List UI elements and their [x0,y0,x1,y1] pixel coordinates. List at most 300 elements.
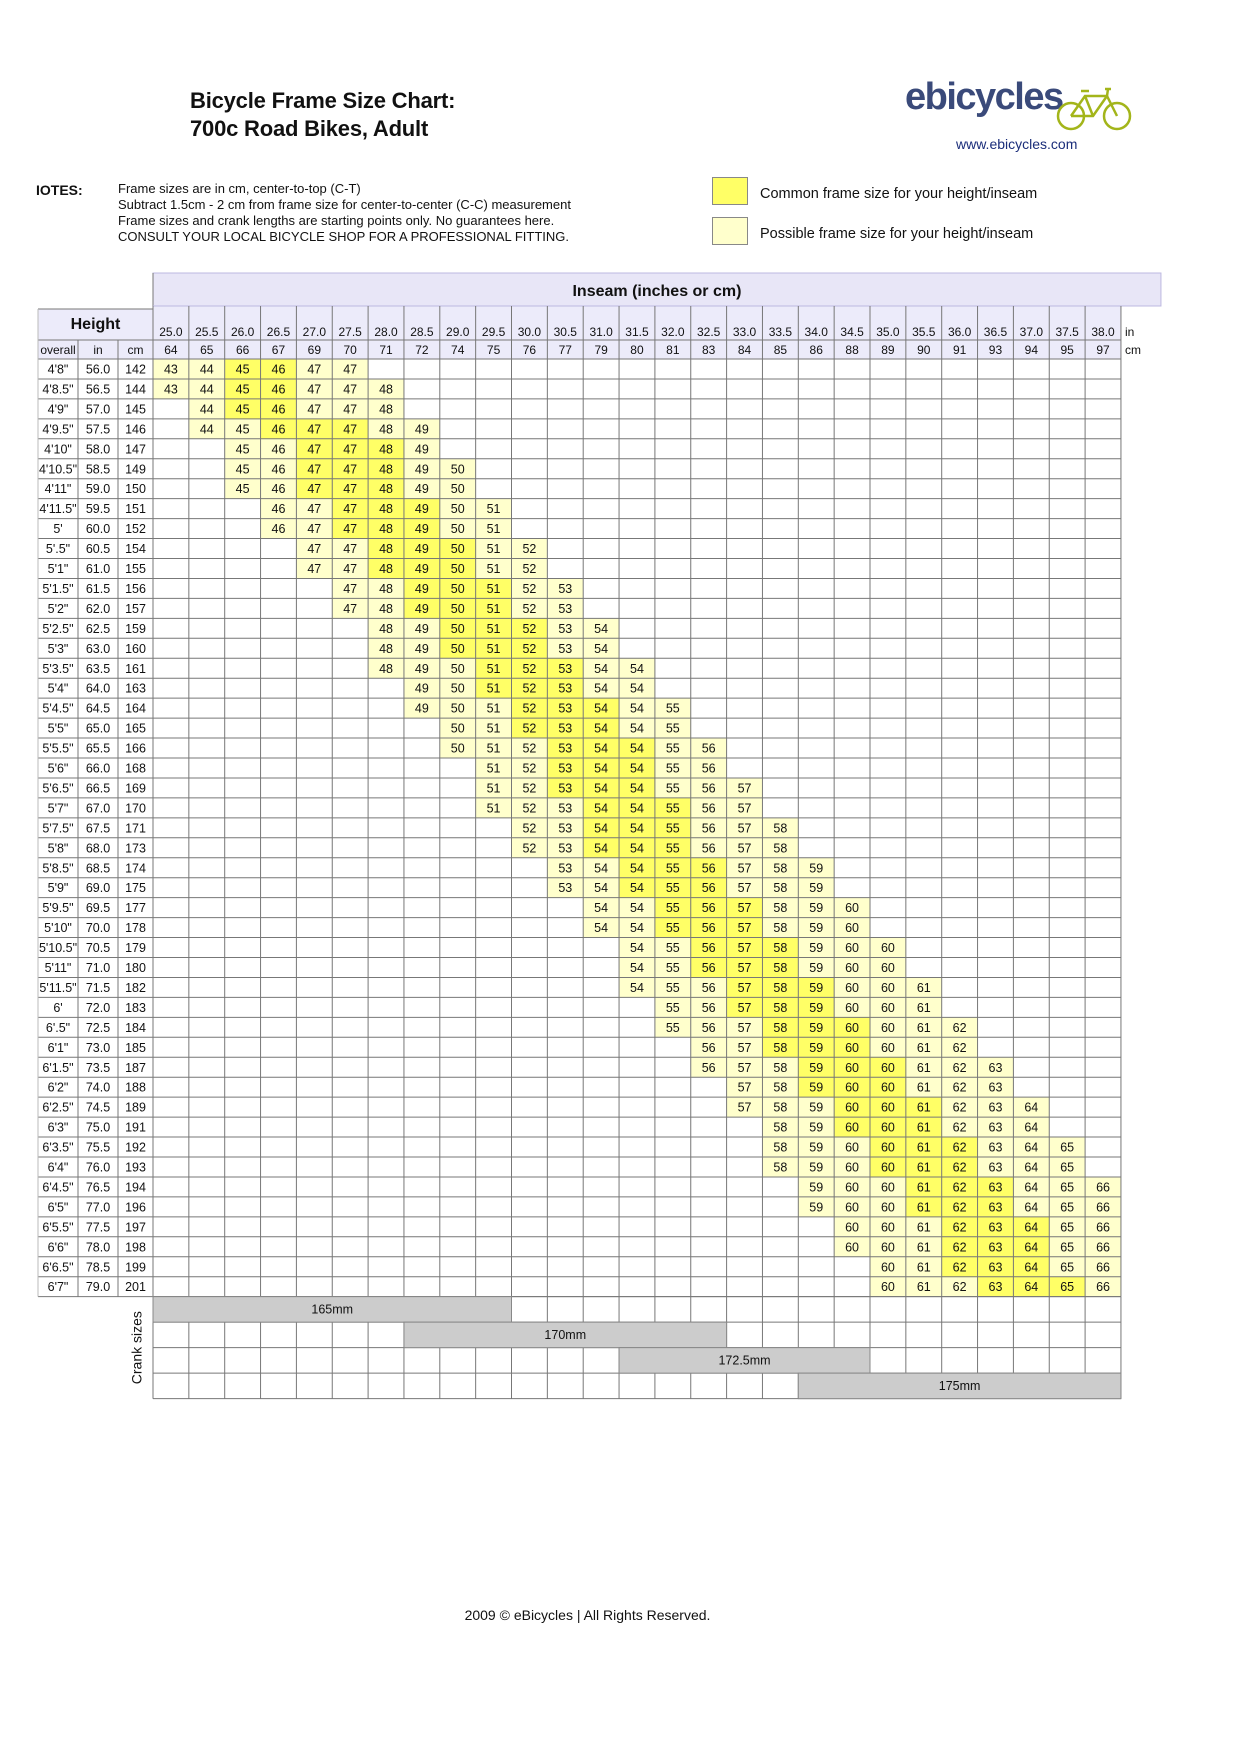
height-cm: 191 [125,1120,146,1135]
height-cm: 192 [125,1140,146,1155]
size-value: 60 [845,1020,860,1035]
size-value: 47 [307,502,322,517]
size-value: 46 [271,502,286,517]
size-value: 48 [379,581,393,596]
size-value: 51 [486,581,501,596]
height-overall: 6'1" [47,1040,69,1055]
inseam-in-label: 30.5 [553,325,577,339]
height-cm: 177 [125,901,146,916]
height-cm: 168 [125,761,146,776]
size-value: 54 [630,781,644,796]
size-value: 49 [414,482,429,497]
inseam-in-label: 26.0 [230,325,255,339]
size-value: 52 [522,601,537,616]
inseam-cm-label: 86 [809,343,823,357]
size-value: 56 [701,961,716,975]
height-in: 63.5 [85,661,111,676]
size-value: 58 [773,881,788,896]
size-value: 57 [737,801,752,816]
size-value: 50 [450,681,465,696]
height-in: 68.0 [85,841,111,856]
height-in: 72.5 [85,1020,111,1035]
size-value: 58 [773,1100,788,1115]
size-value: 58 [773,1120,788,1135]
size-value: 60 [845,961,860,975]
size-value: 53 [558,701,573,716]
size-value: 58 [773,1140,788,1155]
size-value: 56 [701,921,716,936]
size-value: 48 [379,621,393,636]
height-cm: 150 [125,482,146,497]
inseam-cm-label: 91 [952,343,967,357]
size-value: 52 [522,801,537,816]
height-overall: 6' [53,1000,63,1015]
size-value: 54 [594,681,609,696]
size-value: 56 [701,821,716,836]
height-cm: 169 [125,781,146,796]
height-overall: 6'.5" [45,1020,71,1035]
size-value: 44 [199,382,214,397]
crank-band-label: 175mm [938,1379,981,1394]
size-value: 60 [845,1080,860,1095]
height-cm: 198 [125,1240,146,1255]
size-value: 45 [235,422,250,437]
size-value: 45 [235,482,250,497]
inseam-cm-label: 90 [917,343,931,357]
size-value: 50 [450,462,465,477]
height-cm: 156 [125,581,146,596]
size-value: 60 [880,1000,895,1015]
size-value: 63 [988,1240,1003,1255]
size-value: 60 [845,1040,860,1055]
size-value: 52 [522,781,537,796]
size-value: 53 [558,721,573,736]
size-value: 63 [988,1100,1003,1115]
height-overall: 5'8" [47,841,69,856]
size-value: 58 [773,1080,788,1095]
inseam-cm-label: 66 [235,343,250,357]
size-value: 59 [809,1000,824,1015]
height-in: 68.5 [85,861,111,876]
size-value: 55 [665,901,680,916]
size-value: 52 [522,761,537,776]
size-value: 52 [522,621,537,636]
size-value: 62 [952,1220,967,1235]
inseam-in-label: 36.5 [983,325,1008,339]
height-cm: 159 [125,621,146,636]
size-value: 53 [558,681,573,696]
page-subtitle: 700c Road Bikes, Adult [190,116,429,141]
size-value: 57 [737,1040,752,1055]
size-value: 59 [809,881,824,896]
height-overall: 6'5.5" [42,1220,74,1235]
height-overall: 6'2.5" [42,1100,74,1115]
size-value: 56 [701,861,716,876]
size-value: 52 [522,641,537,656]
size-value: 48 [379,661,393,676]
height-in: 65.5 [85,741,111,756]
size-value: 50 [450,701,465,716]
height-overall: 5'10.5" [38,941,78,956]
size-value: 60 [880,1160,895,1175]
inseam-in-label: 26.5 [266,325,291,339]
size-value: 54 [594,661,609,676]
inseam-cm-label: 74 [451,343,465,357]
size-value: 49 [414,641,429,656]
height-overall: 5'2" [47,601,69,616]
size-value: 52 [522,661,537,676]
size-value: 54 [630,821,644,836]
logo-text: ebicycles [905,76,1063,118]
size-value: 54 [630,901,644,916]
height-in: 74.0 [85,1080,111,1095]
height-in: 66.0 [85,761,111,776]
size-value: 51 [486,661,501,676]
size-value: 61 [916,1280,931,1295]
size-value: 55 [665,1020,680,1035]
size-value: 61 [916,1100,931,1115]
size-value: 60 [880,1140,895,1155]
height-cm: 179 [125,941,146,956]
size-value: 58 [773,980,788,995]
size-value: 60 [845,1100,860,1115]
size-value: 52 [522,741,537,756]
size-value: 54 [630,921,644,936]
size-value: 64 [1024,1280,1039,1295]
size-value: 54 [630,861,644,876]
height-overall: 6'5" [47,1200,69,1215]
size-value: 55 [665,961,680,975]
size-value: 55 [665,941,680,956]
size-value: 45 [235,462,250,477]
height-in: 77.0 [85,1200,111,1215]
size-value: 43 [163,382,178,397]
row-header-in: in [93,343,103,357]
inseam-cm-label: 75 [486,343,501,357]
size-value: 61 [916,1040,931,1055]
size-value: 53 [558,581,573,596]
height-in: 76.0 [85,1160,111,1175]
website-link[interactable]: www.ebicycles.com [956,136,1078,152]
height-cm: 189 [125,1100,146,1115]
size-value: 48 [379,482,393,497]
height-cm: 183 [125,1000,146,1015]
size-value: 51 [486,701,501,716]
size-value: 50 [450,621,465,636]
size-value: 47 [307,522,322,537]
size-value: 58 [773,1020,788,1035]
size-value: 61 [916,1220,931,1235]
size-value: 60 [845,901,860,916]
size-value: 46 [271,422,286,437]
size-value: 56 [701,901,716,916]
size-value: 54 [594,621,609,636]
size-value: 59 [809,921,824,936]
size-value: 56 [701,841,716,856]
height-cm: 194 [125,1180,146,1195]
size-value: 62 [952,1140,967,1155]
size-value: 61 [916,1180,931,1195]
size-value: 53 [558,641,573,656]
note-line: Subtract 1.5cm - 2 cm from frame size for center-to-center (C-C) measurement [118,197,571,212]
size-value: 59 [809,1200,824,1215]
size-value: 56 [701,801,716,816]
size-value: 54 [630,681,644,696]
size-value: 52 [522,581,537,596]
height-overall: 4'11.5" [39,502,77,517]
size-value: 59 [809,1160,824,1175]
height-cm: 188 [125,1080,146,1095]
size-value: 66 [1096,1220,1110,1235]
height-cm: 170 [125,801,146,816]
height-overall: 5'3.5" [42,661,74,676]
height-in: 62.0 [85,601,111,616]
size-value: 50 [450,641,465,656]
size-value: 49 [414,442,429,457]
size-value: 59 [809,1100,824,1115]
size-value: 59 [809,1140,824,1155]
size-value: 44 [199,402,214,417]
size-value: 50 [450,661,465,676]
size-value: 56 [701,1000,716,1015]
height-in: 74.5 [85,1100,111,1115]
height-in: 70.0 [85,921,111,936]
size-value: 49 [414,542,429,557]
size-value: 46 [271,382,286,397]
height-cm: 145 [125,402,146,417]
size-value: 54 [594,901,609,916]
size-value: 47 [307,362,322,377]
inseam-in-label: 34.5 [840,325,864,339]
size-value: 55 [665,1000,680,1015]
height-in: 65.0 [85,721,111,736]
size-value: 64 [1024,1100,1039,1115]
height-cm: 178 [125,921,146,936]
copyright-footer: 2009 © eBicycles | All Rights Reserved. [464,1607,711,1623]
height-cm: 152 [125,522,146,537]
note-line: Frame sizes are in cm, center-to-top (C-T) [118,181,361,196]
size-value: 66 [1096,1200,1110,1215]
inseam-cm-label: 93 [988,343,1003,357]
size-value: 60 [880,1260,895,1275]
row-header-cm: cm [127,343,144,357]
size-value: 47 [307,562,322,576]
size-value: 57 [737,1000,752,1015]
height-in: 71.0 [85,961,111,975]
height-overall: 5'7" [47,801,69,816]
size-value: 57 [737,901,752,916]
height-overall: 6'7" [47,1280,69,1295]
inseam-cm-label: 67 [271,343,286,357]
size-value: 59 [809,1060,824,1075]
size-value: 55 [665,921,680,936]
size-value: 44 [199,362,214,377]
size-value: 61 [916,1260,931,1275]
size-value: 51 [486,641,501,656]
size-value: 53 [558,601,573,616]
size-value: 50 [450,522,465,537]
size-value: 64 [1024,1120,1039,1135]
size-value: 55 [665,781,680,796]
size-value: 44 [199,422,214,437]
height-overall: 6'3" [47,1120,69,1135]
size-value: 54 [630,721,644,736]
inseam-in-label: 37.0 [1019,325,1044,339]
size-value: 54 [630,801,644,816]
crank-sizes-label: Crank sizes [128,1311,145,1385]
size-value: 60 [880,1120,895,1135]
size-value: 54 [630,661,644,676]
size-value: 53 [558,881,573,896]
size-value: 58 [773,1000,788,1015]
height-cm: 182 [125,980,146,995]
height-overall: 6'4" [47,1160,69,1175]
size-value: 51 [486,721,501,736]
size-value: 63 [988,1080,1003,1095]
inseam-in-label: 31.5 [625,325,649,339]
size-value: 59 [809,861,824,876]
size-value: 58 [773,841,788,856]
size-value: 60 [880,980,895,995]
size-value: 62 [952,1120,967,1135]
size-value: 51 [486,522,501,537]
inseam-cm-label: 69 [307,343,322,357]
height-in: 61.5 [85,581,111,596]
size-value: 60 [880,961,895,975]
size-value: 58 [773,861,788,876]
size-value: 54 [594,641,609,656]
size-value: 63 [988,1160,1003,1175]
size-value: 60 [845,921,860,936]
inseam-in-label: 28.0 [374,325,398,339]
height-in: 69.5 [85,901,111,916]
inseam-cm-label: 77 [558,343,572,357]
height-overall: 5'5" [47,721,69,736]
size-value: 62 [952,1180,967,1195]
height-in: 56.5 [85,382,111,397]
size-value: 48 [379,641,393,656]
size-value: 53 [558,621,573,636]
height-cm: 164 [125,701,146,716]
height-in: 69.0 [85,881,111,896]
size-value: 61 [916,1140,931,1155]
size-value: 64 [1024,1260,1039,1275]
size-value: 45 [235,442,250,457]
size-value: 52 [522,821,537,836]
inseam-cm-label: 80 [630,343,644,357]
height-overall: 5'6.5" [42,781,74,796]
size-value: 61 [916,1080,931,1095]
size-value: 51 [486,761,501,776]
inseam-in-label: 38.0 [1091,325,1115,339]
height-cm: 199 [125,1260,146,1275]
size-value: 51 [486,741,501,756]
size-value: 49 [414,462,429,477]
size-value: 59 [809,1180,824,1195]
height-overall: 5'1.5" [42,581,74,596]
size-value: 55 [665,801,680,816]
size-value: 51 [486,681,501,696]
size-value: 47 [343,402,358,417]
size-value: 63 [988,1260,1003,1275]
size-value: 60 [880,1220,895,1235]
size-value: 65 [1060,1240,1075,1255]
size-value: 64 [1024,1180,1039,1195]
inseam-in-label: 35.0 [876,325,900,339]
inseam-cm-label: 95 [1060,343,1074,357]
inseam-in-label: 33.0 [732,325,757,339]
crank-band-label: 170mm [544,1328,587,1343]
height-in: 75.0 [85,1120,111,1135]
height-in: 57.5 [85,422,111,437]
height-in: 67.5 [85,821,111,836]
size-value: 59 [809,1020,824,1035]
height-cm: 166 [125,741,146,756]
height-overall: 4'11" [44,482,72,497]
height-in: 78.0 [85,1240,111,1255]
height-cm: 196 [125,1200,146,1215]
size-value: 47 [307,482,322,497]
size-value: 47 [307,382,322,397]
height-overall: 4'9.5" [42,422,74,437]
size-value: 56 [701,781,716,796]
size-value: 62 [952,1100,967,1115]
size-value: 65 [1060,1260,1075,1275]
height-overall: 5'4.5" [42,701,74,716]
size-value: 59 [809,980,824,995]
height-cm: 160 [125,641,146,656]
height-overall: 5' [53,522,63,537]
height-cm: 147 [125,442,146,457]
height-cm: 165 [125,721,146,736]
size-value: 59 [809,1120,824,1135]
size-value: 65 [1060,1180,1075,1195]
size-value: 60 [845,980,860,995]
size-value: 57 [737,1080,752,1095]
height-in: 60.0 [85,522,111,537]
inseam-in-label: 30.0 [517,325,542,339]
size-value: 54 [630,961,644,975]
size-value: 47 [343,522,358,537]
size-value: 53 [558,841,573,856]
size-value: 58 [773,821,788,836]
size-value: 60 [845,1200,860,1215]
height-overall: 5'11.5" [39,980,77,995]
height-in: 79.0 [85,1280,111,1295]
size-value: 48 [379,601,393,616]
size-value: 53 [558,741,573,756]
size-value: 56 [701,761,716,776]
height-in: 59.5 [85,502,111,517]
height-cm: 149 [125,462,146,477]
height-cm: 175 [125,881,146,896]
size-value: 46 [271,402,286,417]
size-value: 54 [594,741,609,756]
size-value: 47 [343,362,358,377]
crank-band-label: 172.5mm [718,1353,771,1368]
size-value: 60 [845,1120,860,1135]
size-value: 47 [307,442,322,457]
height-overall: 5'5.5" [42,741,74,756]
size-value: 66 [1096,1280,1110,1295]
size-value: 47 [307,422,322,437]
size-value: 64 [1024,1140,1039,1155]
size-value: 50 [450,482,465,497]
size-value: 62 [952,1020,967,1035]
size-value: 58 [773,921,788,936]
height-in: 73.5 [85,1060,111,1075]
size-value: 62 [952,1200,967,1215]
